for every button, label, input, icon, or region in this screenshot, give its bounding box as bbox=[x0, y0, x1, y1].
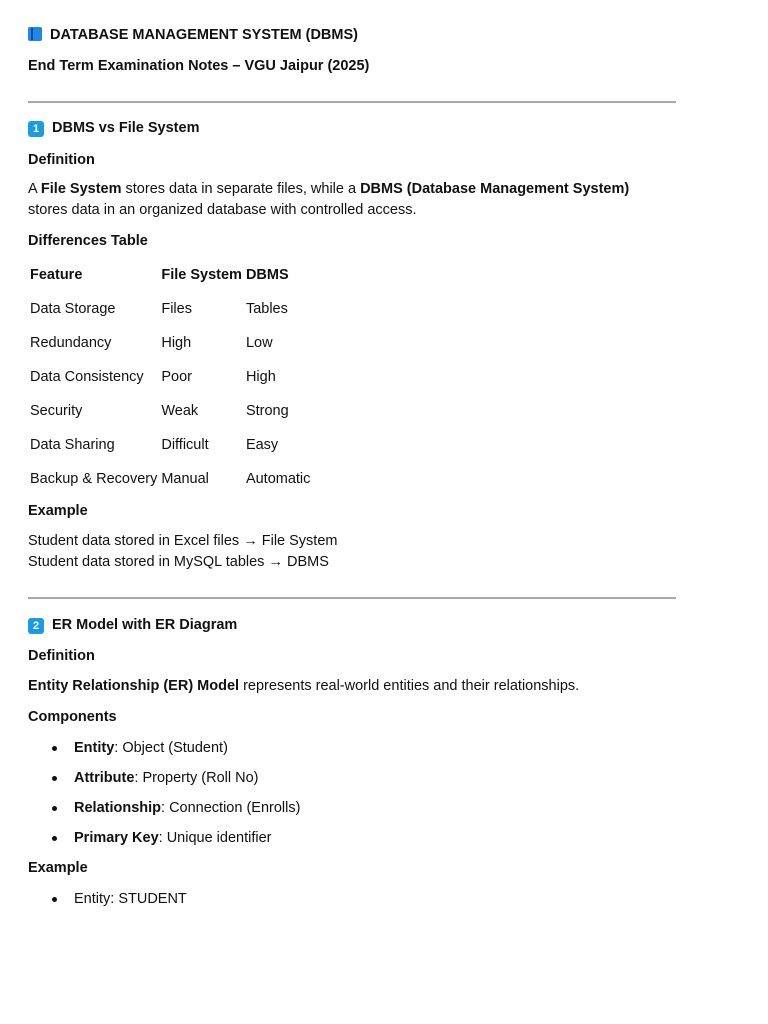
column-header: DBMS bbox=[245, 267, 289, 283]
definition-heading: Definition bbox=[28, 648, 95, 664]
table-cell: Weak bbox=[161, 403, 199, 419]
table-cell: Redundancy bbox=[30, 335, 112, 351]
list-item: Entity: Object (Student) bbox=[28, 738, 300, 768]
table-cell: High bbox=[245, 369, 276, 385]
table-cell: Backup & Recovery bbox=[30, 471, 158, 487]
table-row bbox=[28, 360, 312, 394]
document-title: DATABASE MANAGEMENT SYSTEM (DBMS) bbox=[28, 27, 358, 43]
components-list bbox=[28, 738, 300, 858]
blue-book-icon bbox=[28, 27, 42, 41]
definition-heading: Definition bbox=[28, 152, 95, 168]
er-definition: Entity Relationship (ER) Model represents real-world entities and their relationships. bbox=[28, 678, 580, 694]
section-1-heading: 1 DBMS vs File System bbox=[28, 120, 199, 137]
document-subtitle: End Term Examination Notes – VGU Jaipur (2025) bbox=[28, 58, 370, 74]
column-header: File System bbox=[161, 267, 242, 283]
table-cell: Poor bbox=[161, 369, 192, 385]
table-header-row bbox=[28, 258, 312, 292]
example-line-2: Student data stored in MySQL tables → DBMS bbox=[28, 554, 329, 570]
table-cell: Files bbox=[161, 301, 192, 317]
definition-line-2: stores data in an organized database with controlled access. bbox=[28, 202, 417, 218]
example-list bbox=[28, 889, 187, 919]
list-item: Relationship: Connection (Enrolls) bbox=[28, 798, 300, 828]
table-heading: Differences Table bbox=[28, 233, 148, 249]
table-row bbox=[28, 462, 312, 496]
example-heading: Example bbox=[28, 503, 88, 519]
list-item: Primary Key: Unique identifier bbox=[28, 828, 300, 858]
table-cell: Tables bbox=[245, 301, 288, 317]
table-cell: Data Sharing bbox=[30, 437, 115, 453]
table-cell: Automatic bbox=[245, 471, 311, 487]
table-cell: Data Storage bbox=[30, 301, 116, 317]
differences-table bbox=[28, 258, 312, 496]
keycap-number-icon: 2 bbox=[28, 618, 44, 634]
column-header: Feature bbox=[30, 267, 83, 283]
list-item: Attribute: Property (Roll No) bbox=[28, 768, 300, 798]
list-item: Entity: STUDENT bbox=[28, 889, 187, 919]
divider bbox=[28, 597, 676, 599]
table-cell: Strong bbox=[245, 403, 289, 419]
table-cell: Difficult bbox=[161, 437, 209, 453]
table-row bbox=[28, 394, 312, 428]
table-cell: Data Consistency bbox=[30, 369, 144, 385]
keycap-number-icon: 1 bbox=[28, 121, 44, 137]
table-cell: Security bbox=[30, 403, 83, 419]
table-cell: Low bbox=[245, 335, 273, 351]
components-heading: Components bbox=[28, 709, 117, 725]
section-2-heading: 2 ER Model with ER Diagram bbox=[28, 617, 237, 634]
example-heading: Example bbox=[28, 860, 88, 876]
example-line-1: Student data stored in Excel files → File System bbox=[28, 533, 338, 549]
divider bbox=[28, 101, 676, 103]
table-cell: Manual bbox=[161, 471, 209, 487]
definition-line-1: A File System stores data in separate files, while a DBMS (Database Management System) bbox=[28, 181, 630, 197]
table-cell: Easy bbox=[245, 437, 279, 453]
table-row bbox=[28, 428, 312, 462]
table-row bbox=[28, 326, 312, 360]
table-cell: High bbox=[161, 335, 192, 351]
table-row bbox=[28, 292, 312, 326]
